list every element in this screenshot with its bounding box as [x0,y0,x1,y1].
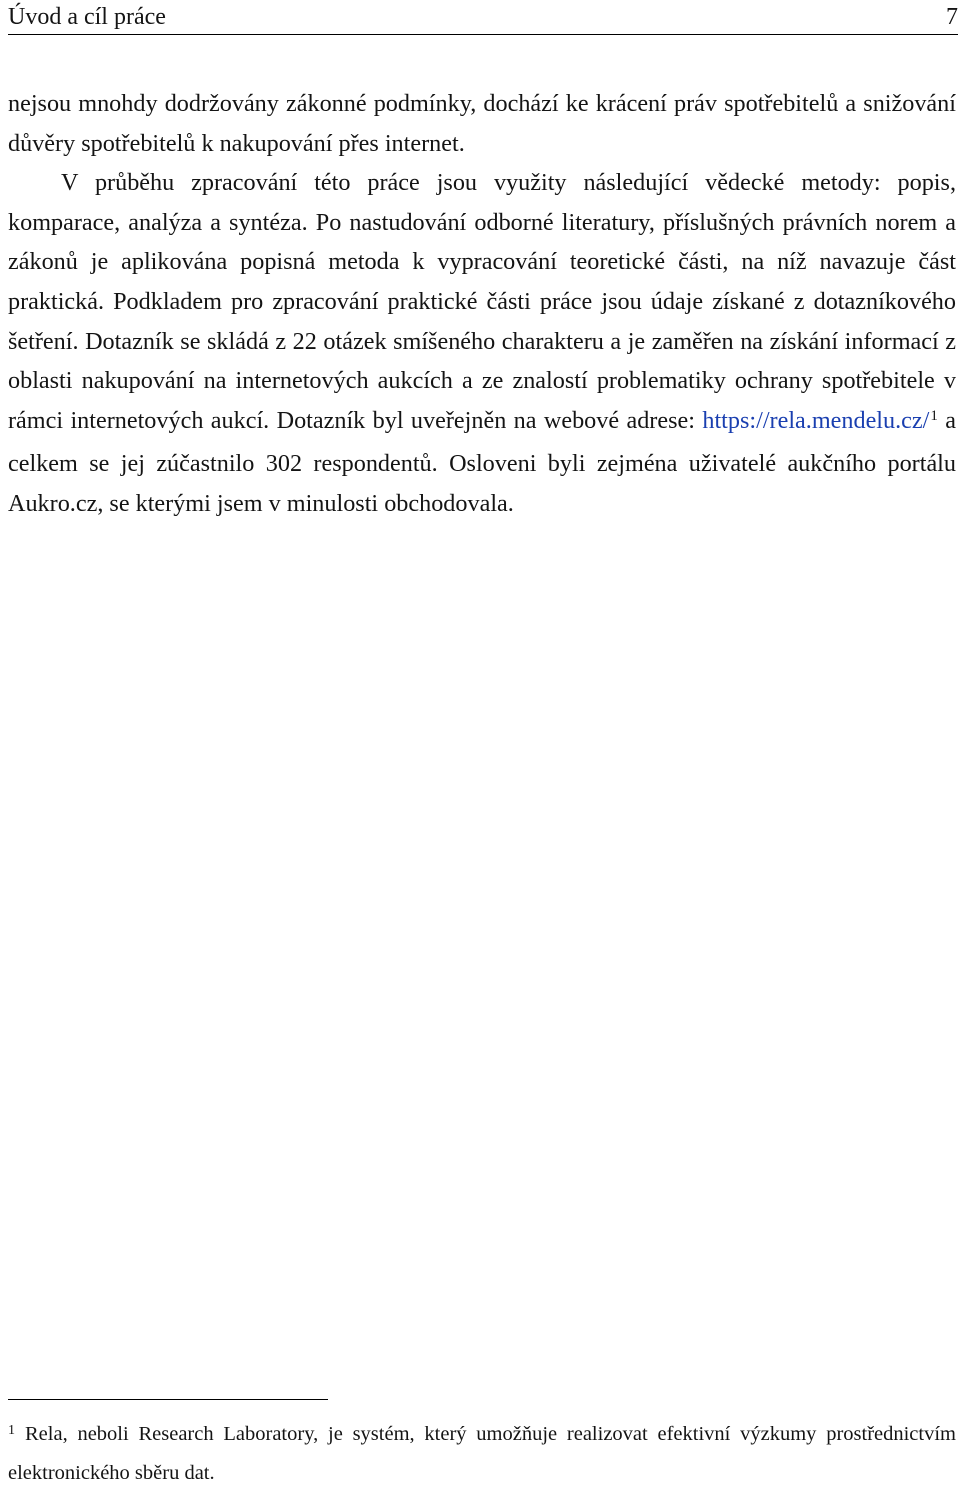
footnote-separator [8,1399,328,1400]
survey-url-link[interactable]: https://rela.mendelu.cz/ [702,406,930,434]
paragraph-2-text-start: V průběhu zpracování této práce jsou využity následující vědecké metody: popis, komparace, analýza a syntéza. Po nastudování odborné literatury, příslušných právních norem a zákonů je aplikována popisná metoda k vypracování teoretické části, na níž navazuje část praktická. Podkladem pro zpracování praktické části práce jsou údaje získané z dotazníkového šetření. Dotazník se skládá z 22 otázek smíšeného charakteru a je zaměřen na získání informací z oblasti nakupování na internetových aukcích a ze znalostí problematiky ochrany spotřebitele v rámci internetových aukcí. Dotazník byl uveřejněn na webové adrese: [8,169,956,434]
paragraph-1: nejsou mnohdy dodržovány zákonné podmínky, dochází ke krácení práv spotřebitelů a snižování důvěry spotřebitelů k nakupování přes internet. [8,90,956,157]
chapter-title: Úvod a cíl práce [8,4,166,30]
footnote-text: Rela, neboli Research Laboratory, je systém, který umožňuje realizovat efektivní výzkumy prostřednictvím elektronického sběru dat. [8,1423,956,1484]
paragraph-2-text-end: a celkem se jej zúčastnilo 302 respondentů. Osloveni byli zejména uživatelé aukčního portálu Aukro.cz, se kterými jsem v minulosti obchodovala. [8,406,956,517]
footnote-reference[interactable]: 1 [930,407,938,424]
body-text [8,84,956,524]
footnote-number: 1 [8,1423,15,1438]
footnote [8,1416,956,1491]
paragraph-2 [8,163,956,523]
page-number: 7 [946,4,958,30]
running-header [8,0,958,35]
